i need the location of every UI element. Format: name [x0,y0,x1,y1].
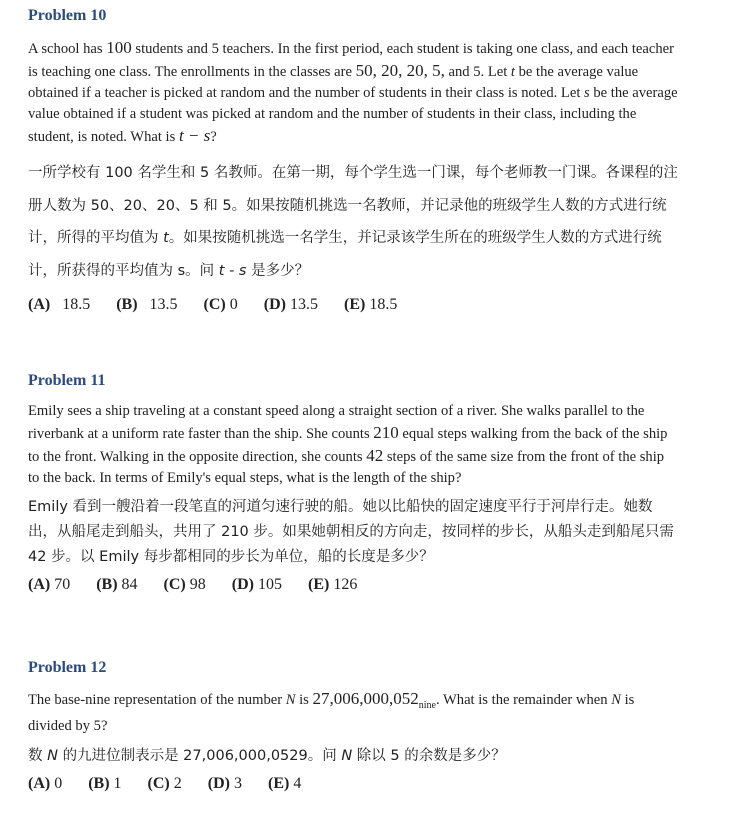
math-variable: t [163,230,169,246]
choice-a[interactable] [28,295,90,315]
math-number: 210 [373,423,399,442]
problem-12 [28,658,678,794]
problem-12-english-text [28,688,678,737]
problem-10-english-text [28,37,678,148]
choice-d[interactable] [232,575,282,595]
choice-value: 13.5 [289,296,318,313]
math-variable: s [584,85,590,101]
math-variable: N [285,692,296,708]
problem-11-chinese-text: Emily 看到一艘沿着一段笔直的河道匀速行驶的船。她以比船快的固定速度平行于河岸行走。她数出，从船尾走到船头，共用了 210 步。如果她朝相反的方向走，按同样的步长，从船头走到船尾只需 42 步。以 Emily 每步都相同的步长为单位，船的长度是多少？ [28,499,674,565]
choice-label: (A) [28,576,51,593]
math-number: 42 [366,446,384,465]
text-segment: 一所学校有 100 名学生和 5 名教师。在第一期，每个学生选一门课，每个老师教一门课。各课程的注册人数为 50、20、20、5 和 5。如果按随机挑选一名教师，并记录他的班级学生人数的方式进行统计，所得的平均值为 [28,165,678,246]
choice-label: (C) [147,774,170,792]
text-segment: students and [131,41,212,57]
choice-e[interactable] [308,575,357,595]
text-segment: 除以 5 的余数是多少？ [352,747,506,764]
choice-label: (D) [263,296,286,313]
base-subscript: nine [418,699,436,711]
problem-10-title: Problem 10 [28,7,107,24]
problem-12-title: Problem 12 [28,659,107,676]
problem-11-answer-choices [28,575,678,595]
text-segment: equal steps walking from the back of the ship to the front. Walking in the opposite direction, she counts [28,426,668,465]
math-variable: t [510,64,515,80]
choice-value: 105 [257,576,282,593]
text-segment: teachers. In the first period, each student is taking one class, and each teacher is teaching one class. The enrollments in the classes are [28,41,674,80]
choice-label: (B) [96,576,118,593]
text-segment: Emily sees a ship traveling at a constant speed along a straight section of a river. She walks parallel to the riverbank at a uniform rate faster than the ship. She counts [28,403,645,442]
problem-11-english-text [28,401,678,489]
math-expression: t - s [218,262,247,279]
choice-value: 4 [293,774,302,792]
choice-value: 0 [229,296,238,313]
choice-d[interactable] [208,774,242,794]
text-segment: 数 [28,747,48,764]
choice-label: (E) [343,296,366,313]
choice-c[interactable] [164,575,206,595]
text-segment: be the average value obtained if a student was picked at random and the number of students in their class, including the student, is noted. What is [28,85,678,145]
text-segment: The base-nine representation of the number [28,692,286,708]
problem-11-title: Problem 11 [28,372,106,389]
choice-a[interactable] [28,575,70,595]
problem-12-answer-choices [28,774,678,794]
text-segment: ? [210,129,217,145]
math-variable: N [611,692,621,708]
choice-label: (D) [231,576,254,593]
choice-value: 18.5 [369,296,398,313]
choice-e[interactable] [268,774,301,794]
math-variable: N [341,747,353,764]
choice-c[interactable] [204,295,238,315]
choice-value: 18.5 [62,296,91,313]
choice-label: (E) [307,576,330,593]
problem-12-chinese-text [28,745,678,767]
choice-value: 3 [233,774,242,792]
choice-label: (C) [203,296,226,313]
text-segment: is divided by [28,692,635,734]
choice-label: (A) [28,296,51,313]
problem-10 [28,6,678,315]
text-segment: is [295,692,313,708]
math-number: 5 [473,64,481,80]
choice-label: (E) [267,774,290,792]
text-segment: A school has [28,41,107,57]
choice-label: (A) [28,774,51,792]
choice-value: 70 [54,576,71,593]
choice-value: 1 [113,774,122,792]
math-variable: N [47,747,58,764]
choice-value: 98 [189,576,206,593]
math-number: 27,006,000,052 [312,689,419,708]
text-segment: . Let [480,64,511,80]
choice-b[interactable] [116,295,177,315]
choice-b[interactable] [96,575,137,595]
math-number: 5 [211,41,219,57]
problem-10-chinese-text [28,157,678,287]
math-number: 5 [93,717,101,734]
math-list: 50, 20, 20, 5, [355,61,445,80]
text-segment: ? [100,717,108,734]
text-segment: . What is the remainder when [435,692,612,708]
choice-b[interactable] [88,774,121,794]
problem-10-answer-choices [28,295,678,315]
text-segment: steps of the same size from the front of the ship to the back. In terms of Emily's equal steps, what is the length of the ship? [28,449,665,486]
choice-label: (C) [163,576,186,593]
text-segment: be the average value obtained if a teacher is picked at random and the number of students in their class is noted. Let [28,64,639,101]
text-segment: 是多少？ [246,262,310,279]
choice-c[interactable] [148,774,182,794]
choice-label: (B) [88,774,110,792]
problem-11 [28,371,678,595]
text-segment: and [444,64,474,80]
choice-d[interactable] [264,295,318,315]
choice-label: (B) [116,296,138,313]
choice-value: 13.5 [149,296,178,313]
text-segment: 。如果按随机挑选一名学生，并记录该学生所在的班级学生人数的方式进行统计，所获得的平均值为 s。问 [28,230,662,279]
math-expression: t − s [178,126,211,145]
math-number: 100 [106,38,132,57]
choice-a[interactable] [28,774,62,794]
choice-value: 2 [173,774,182,792]
choice-e[interactable] [344,295,397,315]
choice-label: (D) [207,774,230,792]
choice-value: 0 [54,774,63,792]
text-segment: 的九进位制表示是 27,006,000,0529。问 [57,747,342,764]
choice-value: 126 [333,576,358,593]
choice-value: 84 [121,576,138,593]
